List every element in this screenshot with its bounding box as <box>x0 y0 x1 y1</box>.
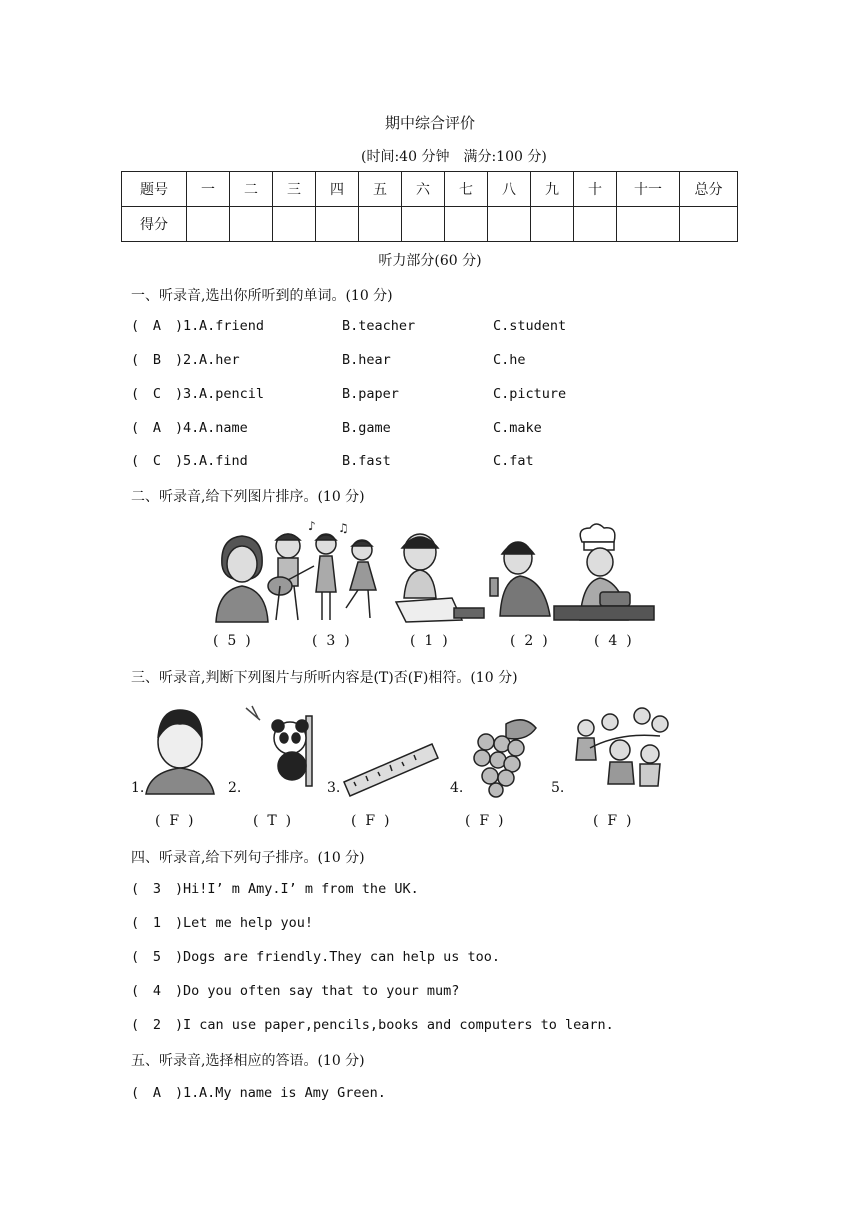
sentence-text: Hi!I’ m Amy.I’ m from the UK. <box>183 881 419 897</box>
header-cell: 七 <box>445 172 488 207</box>
score-table-header-row <box>122 172 738 207</box>
answer-blank: B <box>152 352 162 368</box>
answer-blank: 3 <box>152 881 162 897</box>
header-cell: 九 <box>531 172 574 207</box>
picture-label: 4. <box>450 780 464 796</box>
woman-illustration <box>216 536 268 622</box>
answer-blank: 1 <box>152 915 162 931</box>
score-cell[interactable] <box>230 207 273 242</box>
option-b: B.hear <box>342 352 391 368</box>
answer-blank: 5 <box>152 949 162 965</box>
option-a: A.name <box>199 420 248 436</box>
order-blank: ( 2 ) <box>510 633 548 649</box>
item-number: 3. <box>183 386 200 402</box>
score-cell[interactable] <box>445 207 488 242</box>
guitar-boy-illustration <box>268 534 314 620</box>
answer-blank: C <box>152 386 162 402</box>
panda-illustration <box>246 706 312 786</box>
answer-blank: C <box>152 453 162 469</box>
order-blank: ( 4 ) <box>594 633 632 649</box>
score-table-score-row <box>122 207 738 242</box>
option-a: A.find <box>199 453 248 469</box>
score-cell[interactable] <box>187 207 230 242</box>
answer-blank: A <box>152 420 162 436</box>
page-title: 期中综合评价 <box>384 114 475 132</box>
header-cell: 三 <box>273 172 316 207</box>
section5-heading: 五、听录音,选择相应的答语。(10 分) <box>131 1053 365 1069</box>
tf-blank: ( F ) <box>155 813 194 829</box>
singer-girl-illustration <box>308 520 349 620</box>
score-cell[interactable] <box>402 207 445 242</box>
item-number: 1. <box>183 318 200 334</box>
picture-label: 5. <box>551 780 565 796</box>
option-b: B.fast <box>342 453 391 469</box>
drawing-girl-illustration <box>396 534 484 622</box>
section1-heading: 一、听录音,选出你所听到的单词。(10 分) <box>131 288 393 304</box>
svg-text:♫: ♫ <box>338 521 349 535</box>
tf-blank: ( F ) <box>351 813 390 829</box>
picture-label: 3. <box>327 780 341 796</box>
section3-heading: 三、听录音,判断下列图片与所听内容是(T)否(F)相符。(10 分) <box>131 670 518 686</box>
header-cell: 一 <box>187 172 230 207</box>
boy-portrait-illustration <box>146 710 214 794</box>
option-a: A.pencil <box>199 386 265 402</box>
header-cell: 十一 <box>617 172 680 207</box>
answer-blank: A <box>152 318 162 334</box>
section2-picture-strip <box>210 520 660 625</box>
score-cell[interactable] <box>574 207 617 242</box>
dancing-girl-illustration <box>346 540 376 618</box>
score-cell[interactable] <box>273 207 316 242</box>
section3-picture-strip <box>140 702 700 798</box>
header-cell: 八 <box>488 172 531 207</box>
section4-heading: 四、听录音,给下列句子排序。(10 分) <box>131 850 365 866</box>
sentence-text: Do you often say that to your mum? <box>183 983 460 999</box>
option-b: B.teacher <box>342 318 416 334</box>
option-c: C.make <box>493 420 542 436</box>
order-blank: ( 3 ) <box>312 633 350 649</box>
tf-blank: ( F ) <box>465 813 504 829</box>
option-c: C.he <box>493 352 526 368</box>
score-cell[interactable] <box>316 207 359 242</box>
item-number: 2. <box>183 352 200 368</box>
section2-heading: 二、听录音,给下列图片排序。(10 分) <box>131 489 365 505</box>
item-number: 4. <box>183 420 200 436</box>
score-cell[interactable] <box>531 207 574 242</box>
children-circle-illustration <box>576 708 668 786</box>
glue-boy-illustration <box>490 542 550 616</box>
score-table <box>121 171 738 242</box>
score-cell[interactable] <box>617 207 680 242</box>
order-blank: ( 5 ) <box>213 633 251 649</box>
item-number: 5. <box>183 453 200 469</box>
header-cell: 题号 <box>122 172 187 207</box>
picture-label: 1. <box>131 780 145 796</box>
option-a: A.her <box>199 352 240 368</box>
answer-blank: 2 <box>152 1017 162 1033</box>
picture-label: 2. <box>228 780 242 796</box>
order-blank: ( 1 ) <box>410 633 448 649</box>
header-cell: 六 <box>402 172 445 207</box>
chef-illustration <box>554 524 654 620</box>
header-cell: 二 <box>230 172 273 207</box>
tf-blank: ( F ) <box>593 813 632 829</box>
sentence-text: I can use paper,pencils,books and computers to learn. <box>183 1017 614 1033</box>
option-c: C.fat <box>493 453 534 469</box>
option-text: A.My name is Amy Green. <box>199 1085 386 1101</box>
grapes-illustration <box>474 720 536 797</box>
sentence-text: Let me help you! <box>183 915 314 931</box>
answer-blank: A <box>152 1085 162 1101</box>
sentence-text: Dogs are friendly.They can help us too. <box>183 949 500 965</box>
option-a: A.friend <box>199 318 265 334</box>
option-c: C.picture <box>493 386 567 402</box>
answer-blank: 4 <box>152 983 162 999</box>
header-cell: 四 <box>316 172 359 207</box>
ruler-illustration <box>344 744 438 796</box>
option-c: C.student <box>493 318 567 334</box>
header-cell: 五 <box>359 172 402 207</box>
score-cell[interactable] <box>488 207 531 242</box>
option-b: B.paper <box>342 386 399 402</box>
score-cell[interactable] <box>680 207 738 242</box>
item-number: 1. <box>183 1085 200 1101</box>
header-cell: 总分 <box>680 172 738 207</box>
listening-heading: 听力部分(60 分) <box>378 253 482 269</box>
svg-text:♪: ♪ <box>308 520 316 533</box>
header-cell: 十 <box>574 172 617 207</box>
option-b: B.game <box>342 420 391 436</box>
page-subtitle: (时间:40 分钟 满分:100 分) <box>361 149 547 165</box>
score-row-label: 得分 <box>122 207 187 242</box>
tf-blank: ( T ) <box>253 813 292 829</box>
score-cell[interactable] <box>359 207 402 242</box>
